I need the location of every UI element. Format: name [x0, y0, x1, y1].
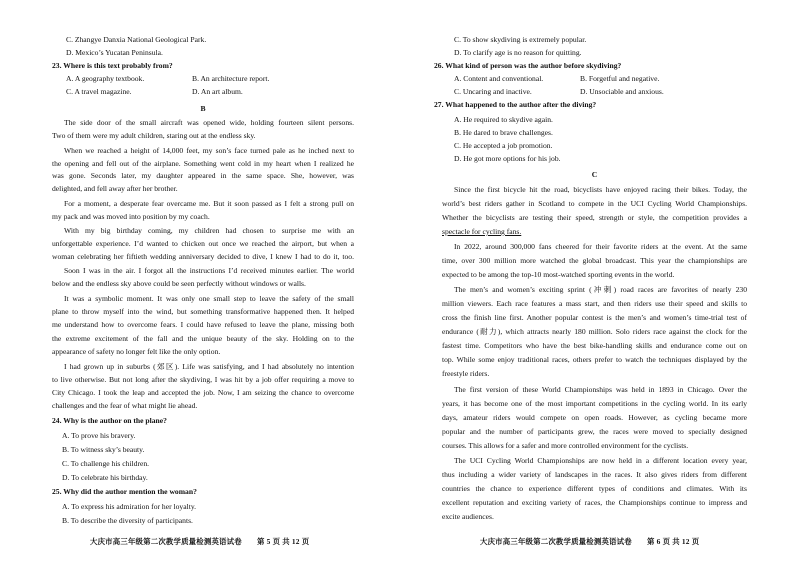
section-c-heading: C — [591, 170, 598, 179]
passage-b-line: The side door of the small aircraft was opened wide, holding fourteen silent persons. — [64, 118, 354, 127]
passage-c-line: thus including a wider variety of landscapes in the races. It also gives riders from different — [442, 470, 747, 479]
passage-c-line: endurance (耐力), which attracts nearly 180 million. Solo riders race against the clock for the — [442, 327, 747, 336]
passage-b-line: was gone. Seconds later, my daughter appeared in the same space. She, however, was — [52, 171, 354, 180]
option-23b: B. An architecture report. — [192, 74, 270, 83]
passage-c-line: freestyle riders. — [442, 369, 490, 378]
option-23a: A. A geography textbook. — [66, 74, 145, 83]
option-25b: B. To describe the diversity of participants. — [62, 516, 193, 525]
passage-c-line: expected to be among the top-10 most-watched sporting events in the world. — [442, 270, 675, 279]
option-24c: C. To challenge his children. — [62, 459, 150, 468]
option-26a: A. Content and conventional. — [454, 74, 544, 83]
option-24b: B. To witness sky’s beauty. — [62, 445, 145, 454]
passage-c-line: courses. This allows for a safer and more controlled environment for the cyclists. — [442, 441, 689, 450]
passage-c-line: top. While some enjoy traditional races, others prefer to watch the techniques displayed by the — [442, 355, 747, 364]
page-footer-right: 大庆市高三年级第二次教学质量检测英语试卷 第 6 页 共 12 页 — [480, 537, 700, 546]
passage-c-line: spectacle for cycling fans. — [442, 227, 522, 236]
passage-c-line: years, it has become one of the most important competitions in the cycling world. In its early — [442, 399, 747, 408]
option-26b: B. Forgetful and negative. — [580, 74, 660, 83]
option-25a: A. To express his admiration for her loyalty. — [62, 502, 197, 511]
passage-b-line: Soon I was in the air. I forgot all the instructions I’d received minutes earlier. The world — [64, 266, 354, 275]
option-25c: C. To show skydiving is extremely popular. — [454, 35, 587, 44]
passage-c-line: fastest time. Competitors who have the best bike-handling skills and endurance come out on — [442, 341, 747, 350]
option-27d: D. He got more options for his job. — [454, 154, 561, 163]
passage-c-line: excellent reputation and exciting variety of races, the Championships continue to impress and — [442, 498, 747, 507]
passage-c-line: The UCI Cycling World Championships are now held in a different location every year, — [454, 456, 747, 465]
option-23d: D. An art album. — [192, 87, 243, 96]
passage-b-line: For a moment, a desperate fear overcame me. But it soon passed as I felt a strong pull on — [64, 199, 354, 208]
passage-b-line: challenges and the fear of what might lie ahead. — [52, 401, 198, 410]
passage-b-line: When we reached a height of 14,000 feet, my son’s face turned pale as he inched next to — [64, 146, 354, 155]
option-23c: C. A travel magazine. — [66, 87, 132, 96]
option-22d: D. Mexico’s Yucatan Peninsula. — [66, 48, 163, 57]
option-27c: C. He accepted a job promotion. — [454, 141, 553, 150]
question-25: 25. Why did the author mention the woman? — [52, 487, 197, 496]
passage-b-line: It was a symbolic moment. It was only one small step to leave the safety of the small — [64, 294, 354, 303]
option-27b: B. He dared to brave challenges. — [454, 128, 553, 137]
passage-b-line: me understand how to overcome fears. I could have refused to leave the plane, missing both — [52, 320, 354, 329]
passage-b-line: the extreme excitement of the fall and the unique beauty of the sky. Holding on to the — [52, 334, 354, 343]
passage-c-line: days, amateur riders would compete on open roads. However, as cycling became more — [442, 413, 747, 422]
passage-c-line: Whether the bicyclists are testing their speed, strength or style, the competition provides a — [442, 213, 747, 222]
passage-c-line: The men’s and women’s exciting sprint (冲刺) road races are favorites of nearly 230 — [454, 285, 747, 294]
option-25d: D. To clarify age is no reason for quitting. — [454, 48, 582, 57]
passage-b-line: the opening and fell out of the airplane. Something went cold in my heart when I realized he — [52, 159, 354, 168]
passage-c-line: world’s best riders gather in Scotland to compete in the UCI Cycling World Championships. — [442, 199, 747, 208]
passage-c-line: In 2022, around 300,000 fans cheered for their favorite riders at the event. At the same — [454, 242, 747, 251]
option-24a: A. To prove his bravery. — [62, 431, 136, 440]
passage-b-line: to live otherwise. But not long after the skydiving, I was hit by a job offer requiring a move to — [52, 375, 354, 384]
option-26c: C. Uncaring and inactive. — [454, 87, 532, 96]
passage-b-line: woman celebrating her fiftieth wedding anniversary decided to dive, I knew I had to do it, too. — [52, 252, 354, 261]
passage-b-line: delighted, and fell away after her brother. — [52, 184, 178, 193]
question-27: 27. What happened to the author after the diving? — [434, 100, 597, 109]
passage-c-line: popular and the number of participants grew, the races were moved to specially designed — [442, 427, 747, 436]
passage-c-line: excite audiences. — [442, 512, 494, 521]
option-26d: D. Unsociable and anxious. — [580, 87, 664, 96]
section-b-heading: B — [200, 104, 206, 113]
option-24d: D. To celebrate his birthday. — [62, 473, 148, 482]
passage-b-line: plane to throw myself into the wind, but something transformative happened then. It helped — [52, 307, 354, 316]
passage-b-line: below and the endless sky above could be seen perfectly without windows or walls. — [52, 279, 306, 288]
question-24: 24. Why is the author on the plane? — [52, 416, 167, 425]
passage-b-line: With my big birthday coming, my children had chosen to surprise me with an — [64, 226, 354, 235]
passage-c-line: The first version of these World Championships was held in 1893 in Chicago. Over the — [454, 385, 747, 394]
passage-b-line: appearance of safety no longer felt like the only option. — [52, 347, 221, 356]
option-27a: A. He required to skydive again. — [454, 115, 553, 124]
passage-c-line: time, over 300 million more watched the global broadcast. This year the championships are — [442, 256, 747, 265]
passage-b-line: I had grown up in suburbs (郊区). Life was satisfying, and I had absolutely no intention — [64, 362, 354, 371]
passage-b-line: Two of them were my adult children, staring out at the endless sky. — [52, 131, 256, 140]
passage-c-line: countries the chance to experience different types of conditions and climates. With its — [442, 484, 747, 493]
passage-c-line: million viewers. Each race features a mass start, and then riders use their speed and skills to — [442, 299, 747, 308]
passage-b-line: my pack and was moved into position by my coach. — [52, 212, 210, 221]
passage-b-line: unforgettable experience. I’d wanted to chicken out once we reached the airport, but when a — [52, 239, 354, 248]
passage-c-line: cross the finish line first. Another popular contest is the men’s and women’s time-trial test of — [442, 313, 747, 322]
passage-b-line: City Chicago. I took the leap and accepted the job. Now, I am seizing the chance to overcome — [52, 388, 354, 397]
question-23: 23. Where is this text probably from? — [52, 61, 173, 70]
page-footer-left: 大庆市高三年级第二次教学质量检测英语试卷 第 5 页 共 12 页 — [90, 537, 310, 546]
passage-c-line: Since the first bicycle hit the road, bicyclists have enjoyed racing their bikes. Today, the — [454, 185, 747, 194]
question-26: 26. What kind of person was the author before skydiving? — [434, 61, 622, 70]
option-22c: C. Zhangye Danxia National Geological Park. — [66, 35, 207, 44]
